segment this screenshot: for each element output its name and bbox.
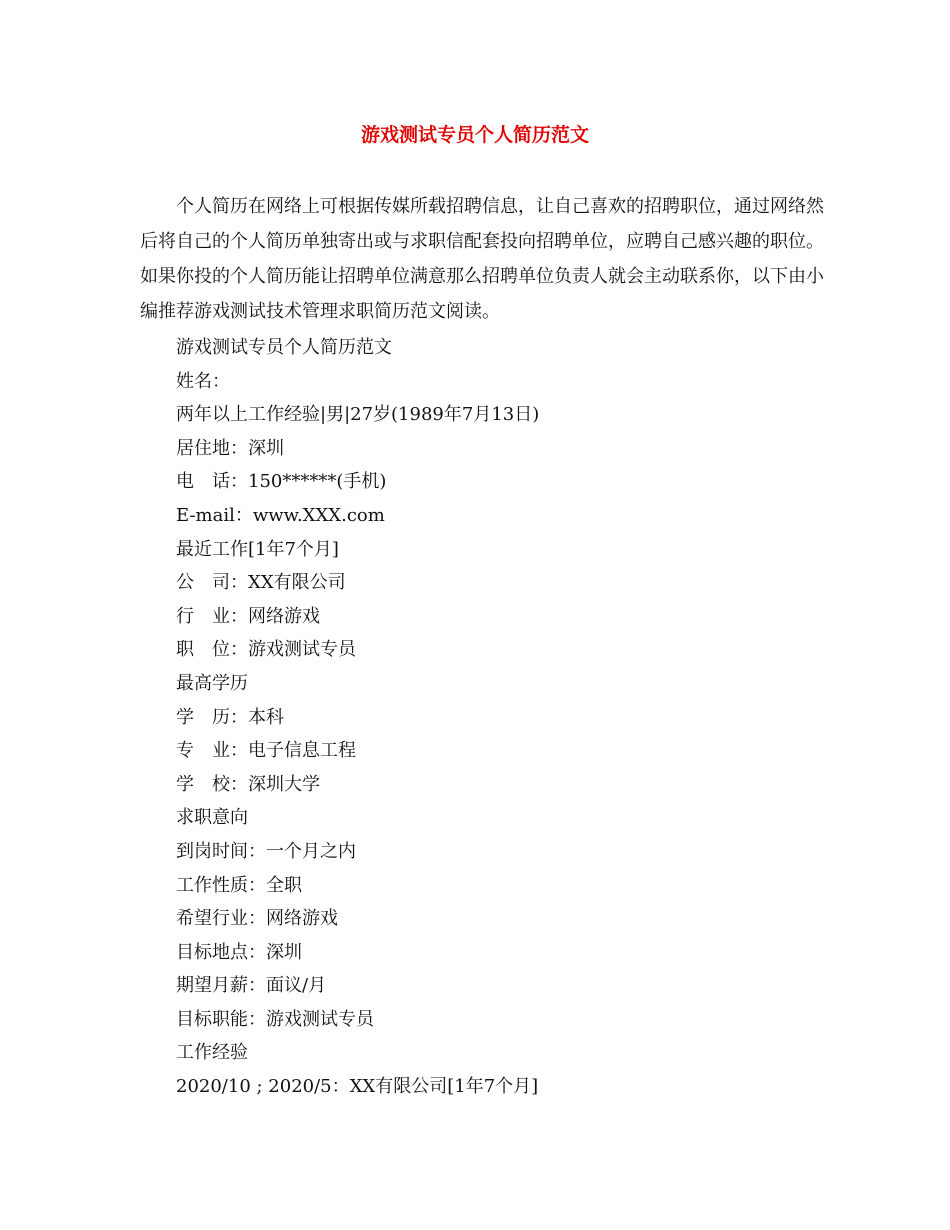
expected-salary-field: 期望月薪：面议/月 [176, 975, 327, 997]
work-experience-heading: 工作经验 [176, 1042, 248, 1064]
degree-field: 学 历：本科 [176, 706, 284, 728]
target-location-field: 目标地点：深圳 [176, 941, 302, 963]
intro-paragraph: 个人简历在网络上可根据传媒所载招聘信息，让自己喜欢的招聘职位，通过网络然后将自己的个人简历单独寄出或与求职信配套投向招聘单位，应聘自己感兴趣的职位。如果你投的个人简历能让招聘单位满意那么招聘单位负责人就会主动联系你，以下由小编推荐游戏测试技术管理求职简历范文阅读。 [140, 196, 824, 322]
phone-field: 电 话：150******(手机) [176, 471, 387, 493]
recent-work-heading: 最近工作[1年7个月] [176, 538, 339, 560]
major-field: 专 业：电子信息工程 [176, 740, 356, 762]
work-experience-entry: 2020/10 ; 2020/5：XX有限公司[1年7个月] [176, 1076, 539, 1098]
education-heading: 最高学历 [176, 672, 248, 694]
resume-lines [176, 331, 816, 1104]
start-time-field: 到岗时间：一个月之内 [176, 840, 356, 862]
school-field: 学 校：深圳大学 [176, 773, 320, 795]
industry-field: 行 业：网络游戏 [176, 605, 320, 627]
job-intent-heading: 求职意向 [176, 807, 248, 829]
desired-industry-field: 希望行业：网络游戏 [176, 908, 338, 930]
email-field: E-mail：www.XXX.com [176, 504, 385, 526]
name-field: 姓名： [176, 370, 230, 392]
target-function-field: 目标职能：游戏测试专员 [176, 1008, 374, 1030]
document-title: 游戏测试专员个人简历范文 [360, 124, 589, 146]
job-type-field: 工作性质：全职 [176, 874, 302, 896]
experience-summary: 两年以上工作经验|男|27岁(1989年7月13日) [176, 404, 540, 426]
position-field: 职 位：游戏测试专员 [176, 639, 356, 661]
resume-heading: 游戏测试专员个人简历范文 [176, 337, 392, 358]
company-field: 公 司：XX有限公司 [176, 572, 346, 594]
residence-field: 居住地：深圳 [176, 437, 284, 459]
